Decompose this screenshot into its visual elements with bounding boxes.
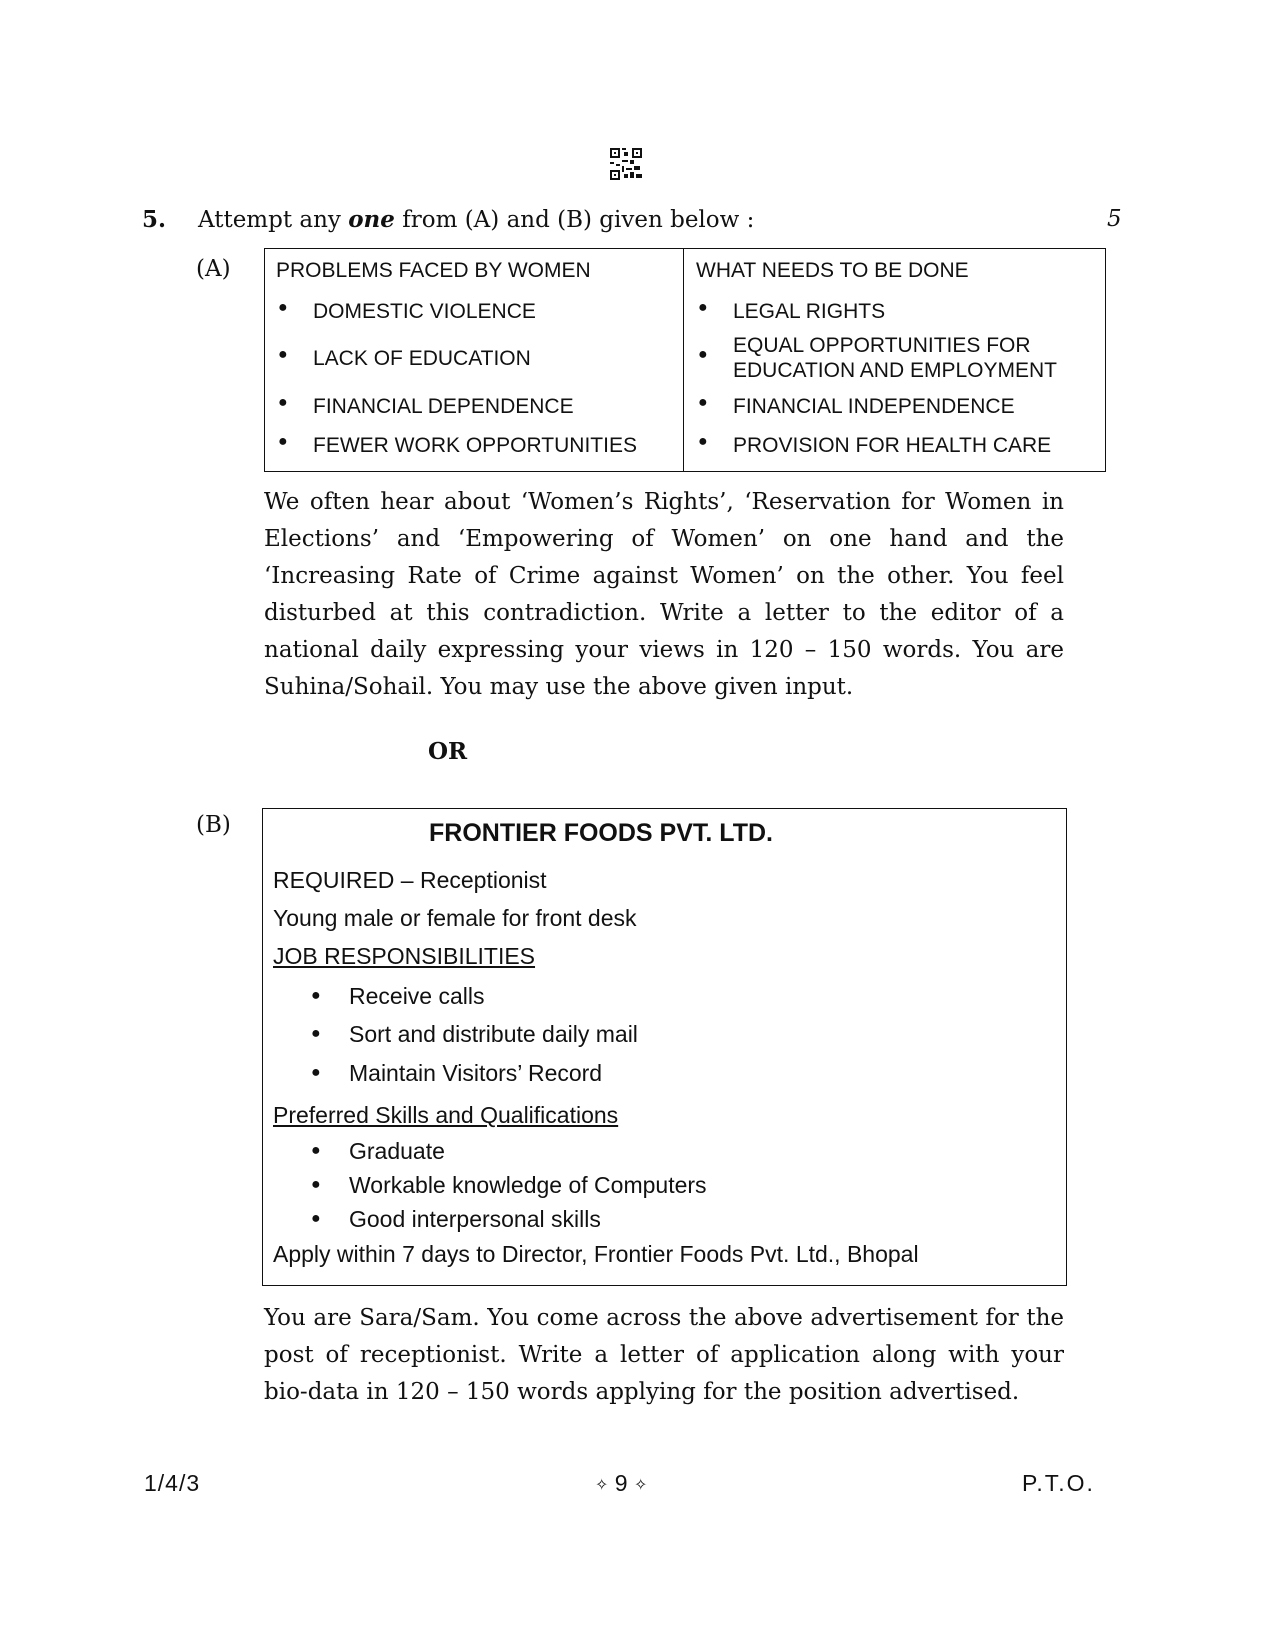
solutions-header: WHAT NEEDS TO BE DONE bbox=[696, 259, 969, 282]
paper-code: 1/4/3 bbox=[144, 1470, 201, 1496]
skills-heading: Preferred Skills and Qualifications bbox=[273, 1102, 619, 1128]
page-number: ✧ 9 ✧ bbox=[595, 1470, 648, 1496]
part-b-label: (B) bbox=[196, 812, 231, 838]
question-number: 5. bbox=[142, 206, 167, 233]
part-b-paragraph: You are Sara/Sam. You come across the above advertisement for the post of receptionist. Write a letter of application along with your bio-data in 120 – 150 words applying for the position advertised. bbox=[264, 1305, 1064, 1405]
job-advertisement: FRONTIER FOODS PVT. LTD. REQUIRED – Receptionist Young male or female for front desk JOB RESPONSIBILITIES ● Receive calls ● Sort and distribute daily mail ● Maintain Visitors’ Record Preferred Skills and Qualifications ● Graduate ● Workable knowledge of Computers ● Good interpersonal skills Apply within 7 days to Director, Frontier Foods Pvt. Ltd., Bhopal bbox=[262, 808, 1067, 1286]
part-a-label: (A) bbox=[196, 256, 231, 282]
problems-solutions-table: PROBLEMS FACED BY WOMEN ● DOMESTIC VIOLENCE ● LACK OF EDUCATION ● FINANCIAL DEPENDENCE ● FEWER WORK OPPORTUNITIES WHAT NEEDS TO BE DONE ● LEGAL RIGHTS ● EQUAL OPPORTUNITIES FOR EDUCATION AND EMPLOYMENT ● FINANCIAL INDEPENDENCE ● PROVISION FOR HEALTH CARE bbox=[264, 248, 1106, 472]
candidate-description: Young male or female for front desk bbox=[273, 905, 637, 931]
ornament-left-icon: ✧ bbox=[595, 1476, 609, 1494]
required-position: REQUIRED – Receptionist bbox=[273, 867, 547, 893]
qr-code-icon bbox=[610, 148, 642, 180]
question-marks: 5 bbox=[1107, 206, 1122, 232]
pto-label: P.T.O. bbox=[1022, 1470, 1095, 1496]
company-name: FRONTIER FOODS PVT. LTD. bbox=[429, 819, 773, 847]
apply-instructions: Apply within 7 days to Director, Frontier Foods Pvt. Ltd., Bhopal bbox=[273, 1241, 919, 1267]
part-a-paragraph: We often hear about ‘Women’s Rights’, ‘Reservation for Women in Elections’ and ‘Empowering of Women’ on one hand and the ‘Increasing Rate of Crime against Women’ on the other. You feel disturbed at this contradiction. Write a letter to the editor of a national daily expressing your views in 120 – 150 words. You are Suhina/Sohail. You may use the above given input. bbox=[264, 489, 1064, 700]
ornament-right-icon: ✧ bbox=[633, 1476, 648, 1494]
question-instruction: Attempt any one from (A) and (B) given below : bbox=[198, 206, 755, 233]
problems-header: PROBLEMS FACED BY WOMEN bbox=[276, 259, 591, 282]
responsibilities-heading: JOB RESPONSIBILITIES bbox=[273, 943, 536, 969]
or-separator: OR bbox=[428, 738, 468, 765]
